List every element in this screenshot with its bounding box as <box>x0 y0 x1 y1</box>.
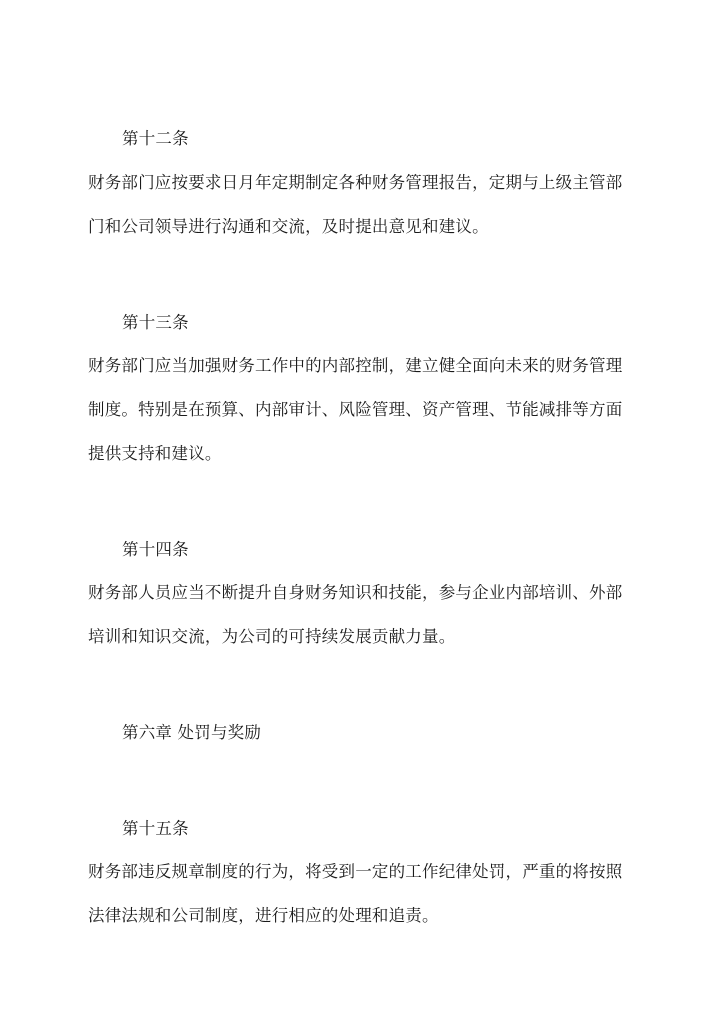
article-text-line: 培训和知识交流，为公司的可持续发展贡献力量。 <box>88 627 456 646</box>
chapter-heading: 第六章 处罚与奖励 <box>122 723 262 742</box>
article-text-line: 法律法规和公司制度，进行相应的处理和追责。 <box>88 906 439 925</box>
article-heading: 第十二条 <box>122 129 189 148</box>
article-text-line: 提供支持和建议。 <box>88 444 222 463</box>
article-text-line: 财务部门应按要求日月年定期制定各种财务管理报告，定期与上级主管部 <box>88 173 623 192</box>
article-heading: 第十四条 <box>122 540 189 559</box>
article-text-line: 门和公司领导进行沟通和交流，及时提出意见和建议。 <box>88 217 489 236</box>
article-text-line: 制度。特别是在预算、内部审计、风险管理、资产管理、节能减排等方面 <box>88 400 623 419</box>
article-text-line: 财务部人员应当不断提升自身财务知识和技能，参与企业内部培训、外部 <box>88 583 623 602</box>
article-heading: 第十五条 <box>122 819 189 838</box>
article-heading: 第十三条 <box>122 313 189 332</box>
article-text-line: 财务部违反规章制度的行为，将受到一定的工作纪律处罚，严重的将按照 <box>88 862 623 881</box>
article-text-line: 财务部门应当加强财务工作中的内部控制，建立健全面向未来的财务管理 <box>88 356 623 375</box>
